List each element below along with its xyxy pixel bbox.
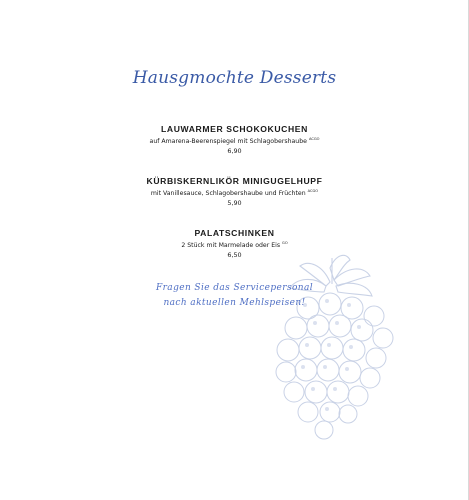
dish-name: KÜRBISKERNLIKÖR MINIGUGELHUPF: [146, 176, 323, 186]
allergen-codes: ACGO: [308, 137, 320, 141]
menu-item: [0, 124, 469, 155]
allergen-codes: ACGO: [307, 189, 319, 193]
dish-description: mit Vanillesauce, Schlagobershaube und Früchten $^{ACGO}$: [150, 189, 319, 198]
dish-description: auf Amarena-Beerenspiegel mit Schlagobershaube $^{ACGO}$: [149, 137, 320, 146]
dish-price: 5,90: [227, 199, 242, 208]
menu-item: [0, 176, 469, 207]
dish-name: LAUWARMER SCHOKOKUCHEN: [161, 124, 308, 134]
allergen-codes: GO: [282, 241, 288, 245]
dish-price: 6,90: [227, 147, 242, 156]
raspberry-illustration-icon: [238, 250, 408, 450]
dish-name: PALATSCHINKEN: [194, 228, 275, 238]
dish-description: 2 Stück mit Marmelade oder Eis $^{GO}$: [181, 241, 288, 250]
service-note: Fragen Sie das Servicepersonal nach aktuellen Mehlspeisen!: [155, 283, 314, 308]
menu-title: Hausgmochte Desserts: [132, 68, 337, 88]
dish-price: 6,50: [227, 251, 242, 260]
